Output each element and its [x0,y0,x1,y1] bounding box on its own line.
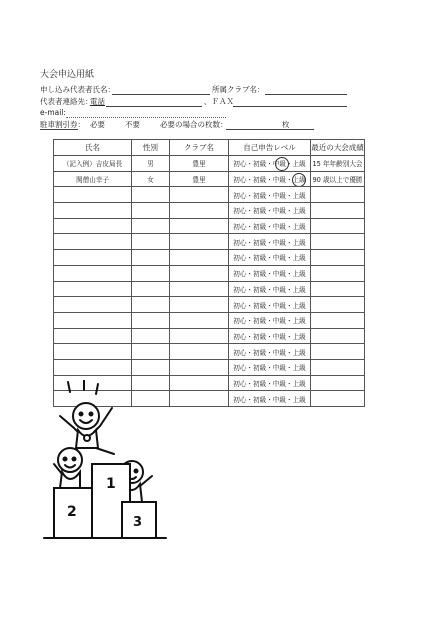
table-row[interactable] [54,234,365,250]
cell-club[interactable] [170,203,229,219]
cell-name[interactable] [54,328,132,344]
cell-level[interactable]: 初心・初級・中級・上級 [229,344,311,360]
cell-sex[interactable] [132,312,170,328]
cell-sex[interactable] [132,281,170,297]
cell-name[interactable] [54,297,132,313]
cell-club[interactable] [170,312,229,328]
contact-label: 代表者連絡先： [40,97,93,106]
cell-club[interactable] [170,234,229,250]
cell-name[interactable] [54,187,132,203]
table-row[interactable] [54,328,365,344]
table-row[interactable] [54,265,365,281]
table-row[interactable] [54,281,365,297]
cell-level[interactable]: 初心・初級・中級・上級 [229,328,311,344]
cell-result[interactable] [311,312,365,328]
header-result: 最近の大会成績 [311,140,365,156]
cell-result[interactable] [311,344,365,360]
cell-sex: 男 [132,156,170,172]
table-row[interactable] [54,187,365,203]
cell-level[interactable]: 初心・初級・中級・上級 [229,281,311,297]
table-row[interactable] [54,250,365,266]
cell-sex[interactable] [132,250,170,266]
table-row[interactable] [54,344,365,360]
cell-level[interactable]: 初心・初級・中級・上級 [229,297,311,313]
svg-text:3: 3 [133,515,143,530]
cell-name[interactable] [54,265,132,281]
header-level: 自己申告レベル [229,140,311,156]
table-row[interactable] [54,297,365,313]
phone-field[interactable] [106,106,202,107]
cell-level[interactable]: 初心・初級・中級・上級 [229,187,311,203]
cell-level[interactable]: 初心・初級・中級・上級 [229,359,311,375]
cell-level [229,156,311,172]
cell-result[interactable] [311,203,365,219]
cell-name: 関僧山幸子 [54,171,132,187]
fax-field[interactable] [233,106,347,107]
cell-club[interactable] [170,328,229,344]
cell-name[interactable] [54,312,132,328]
cell-name[interactable] [54,234,132,250]
cell-level[interactable]: 初心・初級・中級・上級 [229,312,311,328]
table-row[interactable] [54,312,365,328]
cell-name: （記入例）吉皮局長 [54,156,132,172]
cell-name[interactable] [54,218,132,234]
cell-level [229,171,311,187]
cell-club[interactable] [170,250,229,266]
parking-count-label: 必要の場合の枚数： [160,120,228,129]
cell-club[interactable] [170,344,229,360]
cell-club[interactable] [170,359,229,375]
phone-label: 電話 [90,97,105,106]
selection-circle-icon [275,157,289,171]
table-row[interactable] [54,218,365,234]
cell-result[interactable] [311,391,365,407]
form-title: 大会申込用紙 [40,70,95,80]
cell-sex[interactable] [132,344,170,360]
cell-sex[interactable] [132,297,170,313]
cell-level[interactable]: 初心・初級・中級・上級 [229,203,311,219]
cell-result: 90 歳以上で優勝 [311,171,365,187]
parking-label-underline [40,129,78,130]
parking-need-option[interactable]: 必要 [90,120,105,129]
cell-club[interactable] [170,375,229,391]
applicant-field[interactable] [112,94,210,95]
cell-result[interactable] [311,250,365,266]
parking-count-field[interactable] [226,129,314,130]
cell-name[interactable] [54,359,132,375]
fax-label: 、ＦＡＸ [204,97,234,106]
cell-result[interactable] [311,375,365,391]
cell-result[interactable] [311,359,365,375]
cell-level[interactable]: 初心・初級・中級・上級 [229,234,311,250]
svg-text:1: 1 [106,476,116,492]
cell-club[interactable] [170,391,229,407]
cell-result[interactable] [311,218,365,234]
cell-result[interactable] [311,234,365,250]
level-text: 初心・初級・中級・上級 [233,176,306,185]
cell-club[interactable] [170,218,229,234]
cell-sex[interactable] [132,234,170,250]
email-field[interactable] [66,117,226,118]
cell-name[interactable] [54,203,132,219]
selection-circle-icon [292,173,306,187]
header-sex: 性別 [132,140,170,156]
parking-label: 駐車割引券： [40,120,85,129]
podium-illustration-icon [40,380,170,555]
cell-name[interactable] [54,281,132,297]
applicant-label: 申し込み代表者氏名： [40,85,115,94]
cell-club[interactable] [170,187,229,203]
cell-level[interactable]: 初心・初級・中級・上級 [229,250,311,266]
table-header-row [54,140,365,156]
cell-club[interactable] [170,297,229,313]
cell-sex[interactable] [132,265,170,281]
cell-level[interactable]: 初心・初級・中級・上級 [229,218,311,234]
cell-sex: 女 [132,171,170,187]
parking-noneed-option[interactable]: 不要 [125,120,140,129]
cell-result[interactable] [311,187,365,203]
cell-sex[interactable] [132,203,170,219]
cell-level[interactable]: 初心・初級・中級・上級 [229,265,311,281]
cell-name[interactable] [54,250,132,266]
cell-level[interactable]: 初心・初級・中級・上級 [229,391,311,407]
cell-sex[interactable] [132,218,170,234]
svg-text:2: 2 [67,504,77,520]
cell-sex[interactable] [132,328,170,344]
email-label: e-mail: [40,108,66,117]
cell-level[interactable]: 初心・初級・中級・上級 [229,375,311,391]
cell-club[interactable] [170,265,229,281]
cell-club: 豊里 [170,171,229,187]
header-name: 氏名 [54,140,132,156]
table-row[interactable] [54,359,365,375]
example-row [54,156,365,172]
club-field[interactable] [265,94,347,95]
example-row [54,171,365,187]
parking-unit: 枚 [282,120,290,129]
cell-club[interactable] [170,281,229,297]
cell-sex[interactable] [132,359,170,375]
header-club: クラブ名 [170,140,229,156]
cell-club: 豊里 [170,156,229,172]
cell-result[interactable] [311,328,365,344]
cell-name[interactable] [54,344,132,360]
cell-result: 15 年年齢別大会 [311,156,365,172]
cell-result[interactable] [311,281,365,297]
club-label: 所属クラブ名： [212,85,265,94]
level-text: 初心・初級・中級・上級 [233,160,306,169]
cell-sex[interactable] [132,187,170,203]
cell-result[interactable] [311,265,365,281]
table-row[interactable] [54,203,365,219]
entry-table [53,139,365,407]
cell-result[interactable] [311,297,365,313]
